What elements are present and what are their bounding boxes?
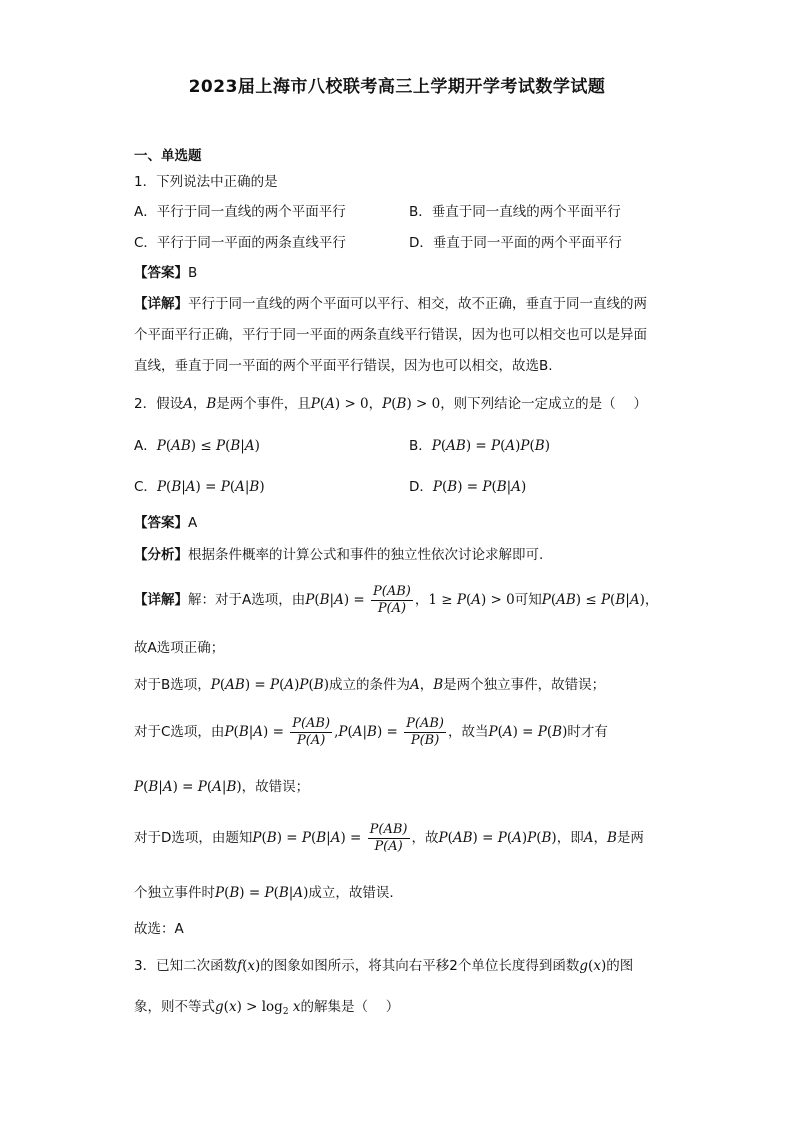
q2-detail-c-cont: P(B|A) = P(A|B)，故错误； <box>134 779 310 795</box>
detail-text: 对于C选项，由 <box>134 724 225 740</box>
analysis-text: 根据条件概率的计算公式和事件的独立性依次讨论求解即可. <box>188 547 544 563</box>
q1-stem: 1．下列说法中正确的是 <box>134 174 278 190</box>
q2-option-c: C．P(B|A) = P(A|B) <box>134 479 265 495</box>
stem-text: 的解集是（ ） <box>300 999 400 1015</box>
fraction: $\frac{P(AB)}{P(A)}$ <box>292 715 331 748</box>
q2-option-a: A．P(AB) ≤ P(B|A) <box>134 438 260 454</box>
detail-text: 成立，故错误. <box>308 885 394 901</box>
detail-text: 成立的条件为 <box>328 677 410 693</box>
stem-text: 2．假设 <box>134 396 184 412</box>
answer-tag: 【答案】 <box>134 515 188 531</box>
option-label: B． <box>409 438 432 454</box>
stem-text: ，则下列结论一定成立的是（ ） <box>440 396 647 412</box>
q3-stem-line-1: 3．已知二次函数f(x)的图象如图所示，将其向右平移2个单位长度得到函数g(x)的图 <box>134 958 634 974</box>
fraction: $\frac{P(AB)}{P(A)}$ <box>373 583 411 616</box>
q2-detail-d: 对于D选项，由题知P(B) = P(B|A) = $\frac{P(AB)}{P(A)}$ ，故P(AB) = P(A)P(B)，即A，B是两 <box>134 821 644 854</box>
fraction: $\frac{P(AB)}{P(B)}$ <box>406 715 444 748</box>
q2-answer <box>134 513 197 533</box>
q1-detail-line-3: 直线，垂直于同一平面的两个平面平行错误，因为也可以相交，故选B. <box>134 358 553 374</box>
detail-text: 时才有 <box>567 724 608 740</box>
q2-analysis <box>134 545 543 565</box>
section-heading: 一、单选题 <box>134 148 202 164</box>
option-label: A． <box>134 438 157 454</box>
answer-value: B <box>188 265 198 281</box>
q1-answer <box>134 263 197 283</box>
q2-detail-a-cont: 故A选项正确； <box>134 640 225 656</box>
detail-text: 可知 <box>514 592 542 608</box>
q1-option-d: D．垂直于同一平面的两个平面平行 <box>409 235 622 251</box>
answer-tag: 【答案】 <box>134 265 188 281</box>
q2-stem: 2．假设A，B是两个事件，且P(A) > 0，P(B) > 0，则下列结论一定成立的是（ ） <box>134 396 647 412</box>
detail-text: 解：对于A选项，由 <box>188 592 306 608</box>
detail-text: ，故 <box>411 830 439 846</box>
detail-tag: 【详解】 <box>134 592 188 608</box>
q1-option-a: A．平行于同一直线的两个平面平行 <box>134 204 346 220</box>
q2-detail-c: 对于C选项，由P(B|A) = $\frac{P(AB)}{P(A)}$ ,P(A|B) = $\frac{P(AB)}{P(B)}$ ，故当P(A) = P(B)时才有 <box>134 715 608 748</box>
page-title: 2023届上海市八校联考高三上学期开学考试数学试题 <box>188 77 606 97</box>
detail-text: ， <box>644 592 659 608</box>
detail-text: ，故当 <box>447 724 489 740</box>
option-label: D． <box>409 479 433 495</box>
fraction: $\frac{P(AB)}{P(A)}$ <box>369 821 408 854</box>
detail-tag: 【详解】 <box>134 296 188 312</box>
stem-text: 的图象如图所示，将其向右平移2个单位长度得到函数 <box>260 958 580 974</box>
detail-text: 平行于同一直线的两个平面可以平行、相交，故不正确，垂直于同一直线的两 <box>188 296 647 312</box>
q2-detail-b: 对于B选项，P(AB) = P(A)P(B)成立的条件为A，B是两个独立事件，故错误； <box>134 677 606 693</box>
detail-text: 个独立事件时 <box>134 885 215 901</box>
detail-text: 对于B选项， <box>134 677 211 693</box>
detail-text: 对于D选项，由题知 <box>134 830 253 846</box>
stem-text: 象，则不等式 <box>134 999 215 1015</box>
stem-text: 3．已知二次函数 <box>134 958 238 974</box>
detail-text: 是两个独立事件，故错误； <box>443 677 606 693</box>
detail-text: 是两 <box>616 830 644 846</box>
q2-option-d: D．P(B) = P(B|A) <box>409 479 527 495</box>
q2-conclusion: 故选：A <box>134 921 184 937</box>
q3-stem-line-2: 象，则不等式$g(x) > \log_2 x$的解集是（ ） <box>134 999 400 1017</box>
q2-detail-d-cont: 个独立事件时P(B) = P(B|A)成立，故错误. <box>134 885 394 901</box>
q1-option-c: C．平行于同一平面的两条直线平行 <box>134 235 346 251</box>
q2-detail-a: 【详解】解：对于A选项，由P(B|A) = $\frac{P(AB)}{P(A)}$ ，1 ≥ P(A) > 0可知P(AB) ≤ P(B|A)， <box>134 583 659 616</box>
q2-option-b: B．P(AB) = P(A)P(B) <box>409 438 550 454</box>
detail-text: ，故错误； <box>241 779 310 795</box>
q1-detail-line-1 <box>134 294 647 314</box>
analysis-tag: 【分析】 <box>134 547 188 563</box>
q1-detail-line-2: 个平面平行正确，平行于同一平面的两条直线平行错误，因为也可以相交也可以是异面 <box>134 327 647 343</box>
answer-value: A <box>188 515 198 531</box>
stem-text: 是两个事件，且 <box>216 396 311 412</box>
stem-text: 的图 <box>606 958 634 974</box>
detail-text: ，即 <box>556 830 584 846</box>
q1-option-b: B．垂直于同一直线的两个平面平行 <box>409 204 621 220</box>
option-label: C． <box>134 479 157 495</box>
